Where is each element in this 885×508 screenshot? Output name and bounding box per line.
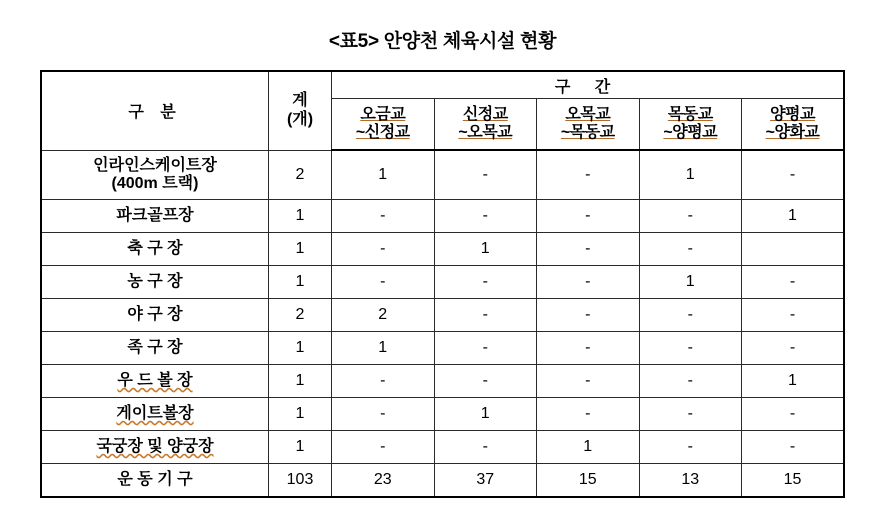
header-segment-4-to: ~양평교 — [663, 124, 718, 141]
cell-segment-1: - — [332, 233, 435, 266]
cell-segment-4: - — [639, 233, 742, 266]
row-label: 축 구 장 — [41, 233, 269, 266]
header-segment-5-from: 양평교 — [770, 105, 815, 123]
cell-segment-4: - — [639, 398, 742, 431]
cell-segment-4: - — [639, 332, 742, 365]
row-label-main: 인라인스케이트장 — [93, 156, 217, 174]
facility-table-wrapper — [40, 70, 845, 498]
row-label: 농 구 장 — [41, 266, 269, 299]
cell-segment-5: - — [742, 431, 845, 464]
row-label: 파크골프장 — [41, 200, 269, 233]
table-row — [41, 365, 844, 398]
cell-segment-3: 1 — [537, 431, 640, 464]
row-total: 1 — [269, 365, 332, 398]
header-division: 구 분 — [41, 71, 269, 150]
header-segment-2 — [434, 99, 537, 151]
header-section-group: 구 간 — [332, 71, 845, 99]
table-row — [41, 150, 844, 200]
cell-segment-5: - — [742, 299, 845, 332]
cell-segment-2: - — [434, 150, 537, 200]
cell-segment-4: 1 — [639, 266, 742, 299]
cell-segment-2: - — [434, 431, 537, 464]
header-segment-3 — [537, 99, 640, 151]
cell-segment-3: - — [537, 150, 640, 200]
row-label: 야 구 장 — [41, 299, 269, 332]
cell-segment-1: - — [332, 365, 435, 398]
header-segment-1-to: ~신정교 — [355, 124, 410, 141]
header-segment-1-from: 오금교 — [360, 105, 406, 123]
row-total: 2 — [269, 299, 332, 332]
header-segment-5-to: ~양화교 — [765, 124, 820, 141]
cell-segment-3: - — [537, 299, 640, 332]
row-total: 1 — [269, 332, 332, 365]
cell-segment-4: - — [639, 299, 742, 332]
cell-segment-5: 1 — [742, 200, 845, 233]
cell-segment-4: - — [639, 365, 742, 398]
row-label: 게이트볼장 — [41, 398, 269, 431]
table-row — [41, 266, 844, 299]
row-label-sub: (400m 트랙) — [111, 174, 199, 192]
cell-segment-1: - — [332, 266, 435, 299]
table-body — [41, 150, 844, 497]
row-label: 우 드 볼 장 — [41, 365, 269, 398]
cell-segment-2: - — [434, 299, 537, 332]
row-label — [41, 150, 269, 200]
cell-segment-4: 13 — [639, 464, 742, 498]
cell-segment-1: 1 — [332, 332, 435, 365]
header-segment-1 — [332, 99, 435, 151]
header-total-line1: 계 — [292, 92, 308, 110]
cell-segment-2: - — [434, 365, 537, 398]
cell-segment-5: - — [742, 150, 845, 200]
cell-segment-2: - — [434, 200, 537, 233]
table-row — [41, 398, 844, 431]
cell-segment-1: 23 — [332, 464, 435, 498]
header-total — [269, 71, 332, 150]
header-segment-4-from: 목동교 — [667, 105, 713, 123]
cell-segment-5: - — [742, 332, 845, 365]
cell-segment-1: 2 — [332, 299, 435, 332]
cell-segment-3: - — [537, 332, 640, 365]
cell-segment-3: - — [537, 233, 640, 266]
row-total: 1 — [269, 431, 332, 464]
cell-segment-1: 1 — [332, 150, 435, 200]
row-total: 1 — [269, 233, 332, 266]
cell-segment-3: - — [537, 200, 640, 233]
cell-segment-5: 15 — [742, 464, 845, 498]
cell-segment-3: - — [537, 398, 640, 431]
table-row — [41, 431, 844, 464]
header-segment-2-to: ~오목교 — [458, 124, 513, 141]
cell-segment-3: - — [537, 266, 640, 299]
cell-segment-1: - — [332, 200, 435, 233]
cell-segment-5: - — [742, 398, 845, 431]
cell-segment-3: - — [537, 365, 640, 398]
table-row — [41, 200, 844, 233]
cell-segment-2: - — [434, 266, 537, 299]
cell-segment-2: - — [434, 332, 537, 365]
row-total: 2 — [269, 150, 332, 200]
page-title: <표5> 안양천 체육시설 현황 — [328, 31, 557, 52]
table-row — [41, 233, 844, 266]
cell-segment-3: 15 — [537, 464, 640, 498]
cell-segment-1: - — [332, 431, 435, 464]
header-segment-2-from: 신정교 — [462, 105, 508, 123]
cell-segment-4: - — [639, 431, 742, 464]
cell-segment-5: - — [742, 266, 845, 299]
cell-segment-1: - — [332, 398, 435, 431]
cell-segment-4: - — [639, 200, 742, 233]
cell-segment-5 — [742, 233, 845, 266]
row-total: 1 — [269, 398, 332, 431]
facility-table — [40, 70, 845, 498]
header-segment-3-to: ~목동교 — [560, 124, 615, 141]
header-segment-3-from: 오목교 — [565, 105, 611, 123]
cell-segment-4: 1 — [639, 150, 742, 200]
row-total: 1 — [269, 266, 332, 299]
table-header — [41, 71, 844, 150]
cell-segment-2: 37 — [434, 464, 537, 498]
table-header-row-1 — [41, 71, 844, 99]
table-row — [41, 299, 844, 332]
header-segment-4 — [639, 99, 742, 151]
cell-segment-5: 1 — [742, 365, 845, 398]
table-row — [41, 332, 844, 365]
header-segment-5 — [742, 99, 845, 151]
cell-segment-2: 1 — [434, 233, 537, 266]
table-row — [41, 464, 844, 498]
row-label: 족 구 장 — [41, 332, 269, 365]
row-label: 국궁장 및 양궁장 — [41, 431, 269, 464]
row-label: 운 동 기 구 — [41, 464, 269, 498]
row-total: 1 — [269, 200, 332, 233]
header-total-line2: (개) — [286, 110, 314, 128]
cell-segment-2: 1 — [434, 398, 537, 431]
row-total: 103 — [269, 464, 332, 498]
